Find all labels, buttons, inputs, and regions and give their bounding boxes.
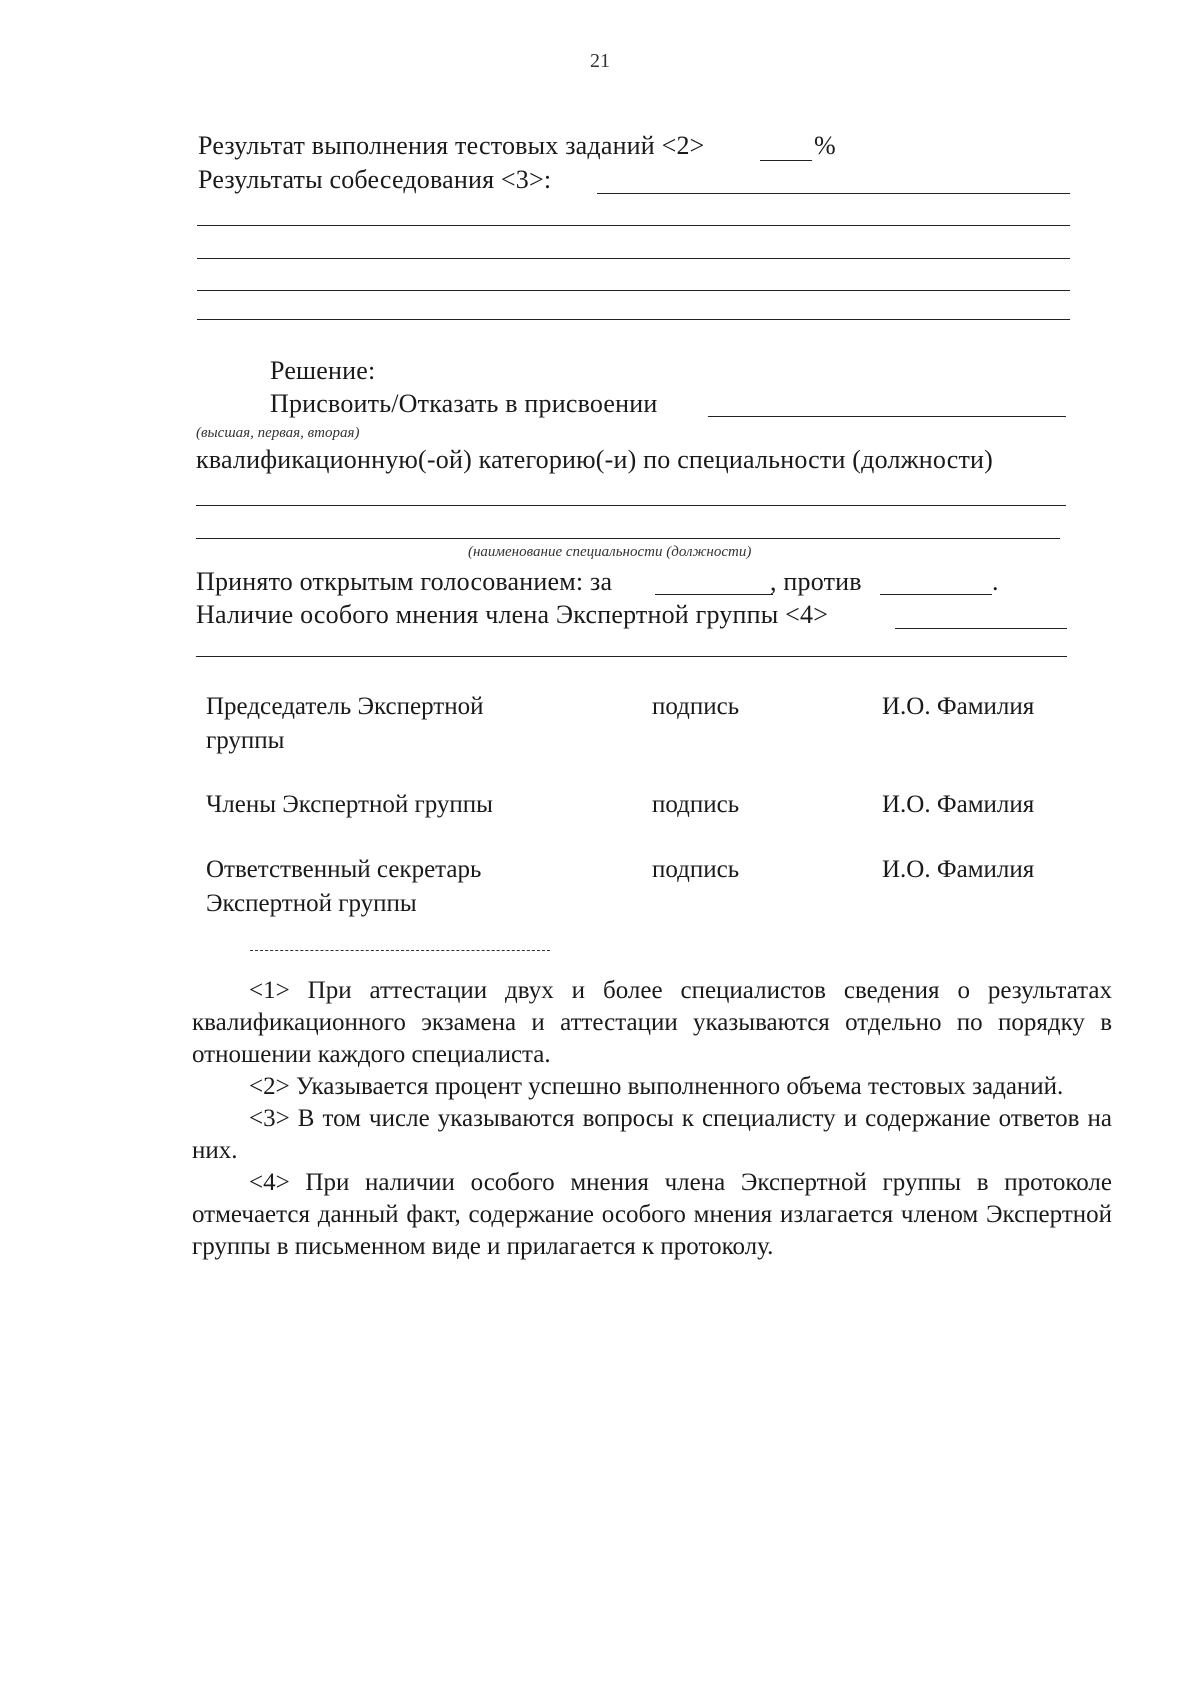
interview-blank-line[interactable] (197, 258, 1070, 259)
interview-blank-line[interactable] (197, 290, 1070, 291)
vote-label: Принято открытым голосованием: за (196, 567, 613, 596)
test-result-percent: % (814, 131, 836, 160)
vote-end: . (992, 567, 999, 596)
category-caption: (высшая, первая, вторая) (196, 425, 360, 441)
test-result-label: Результат выполнения тестовых заданий <2> (198, 131, 705, 160)
signature-role: Экспертной группы (206, 890, 417, 917)
signature-row-chairman (206, 690, 483, 758)
signature-placeholder: подпись (652, 791, 740, 818)
signature-role: Председатель Экспертной (206, 693, 484, 720)
signature-role: Ответственный секретарь (206, 856, 482, 883)
test-result-blank[interactable] (760, 160, 812, 161)
interview-blank-line[interactable] (197, 319, 1070, 320)
decision-heading: Решение: (270, 356, 376, 385)
footnote-3: <3> В том числе указываются вопросы к специалисту и содержание ответов на них. (192, 1105, 1112, 1164)
interview-label: Результаты собеседования <3>: (198, 165, 552, 194)
specialty-blank-line[interactable] (196, 538, 1060, 539)
dissent-label: Наличие особого мнения члена Экспертной группы <4> (196, 600, 829, 629)
footnote-4: <4> При наличии особого мнения члена Экспертной группы в протоколе отмечается данный факт, содержание особого мнения излагается членом Экспертной группы в письменном виде и прилагается к протоколу. (192, 1169, 1112, 1260)
interview-blank-line[interactable] (197, 225, 1070, 226)
vote-against-blank[interactable] (880, 594, 992, 595)
footnote-2: <2> Указывается процент успешно выполненного объема тестовых заданий. (249, 1073, 1064, 1100)
signature-name: И.О. Фамилия (882, 693, 1035, 720)
category-blank[interactable] (708, 416, 1066, 417)
footnote-separator (250, 950, 550, 951)
footnotes (192, 975, 1112, 1263)
vote-against-label: , против (770, 567, 862, 596)
vote-for-blank[interactable] (655, 594, 773, 595)
footnote-1: <1> При аттестации двух и более специалистов сведения о результатах квалификационного экзамена и аттестации указываются отдельно по порядку в отношении каждого специалиста. (192, 977, 1112, 1068)
specialty-caption: (наименование специальности (должности) (468, 544, 752, 560)
signature-role: Члены Экспертной группы (206, 791, 493, 818)
assign-label: Присвоить/Отказать в присвоении (270, 389, 658, 418)
interview-blank-line[interactable] (597, 193, 1070, 194)
signature-name: И.О. Фамилия (882, 856, 1035, 883)
signature-placeholder: подпись (652, 856, 740, 883)
dissent-blank[interactable] (895, 628, 1067, 629)
signature-row-secretary (206, 853, 481, 921)
specialty-blank-line[interactable] (196, 505, 1066, 506)
dissent-blank-line[interactable] (196, 656, 1067, 657)
signature-role: группы (206, 727, 285, 754)
qualification-text: квалификационную(-ой) категорию(-и) по специальности (должности) (196, 445, 994, 474)
signature-row-members (206, 788, 493, 822)
signature-placeholder: подпись (652, 693, 740, 720)
signature-name: И.О. Фамилия (882, 791, 1035, 818)
page-number: 21 (590, 50, 610, 72)
